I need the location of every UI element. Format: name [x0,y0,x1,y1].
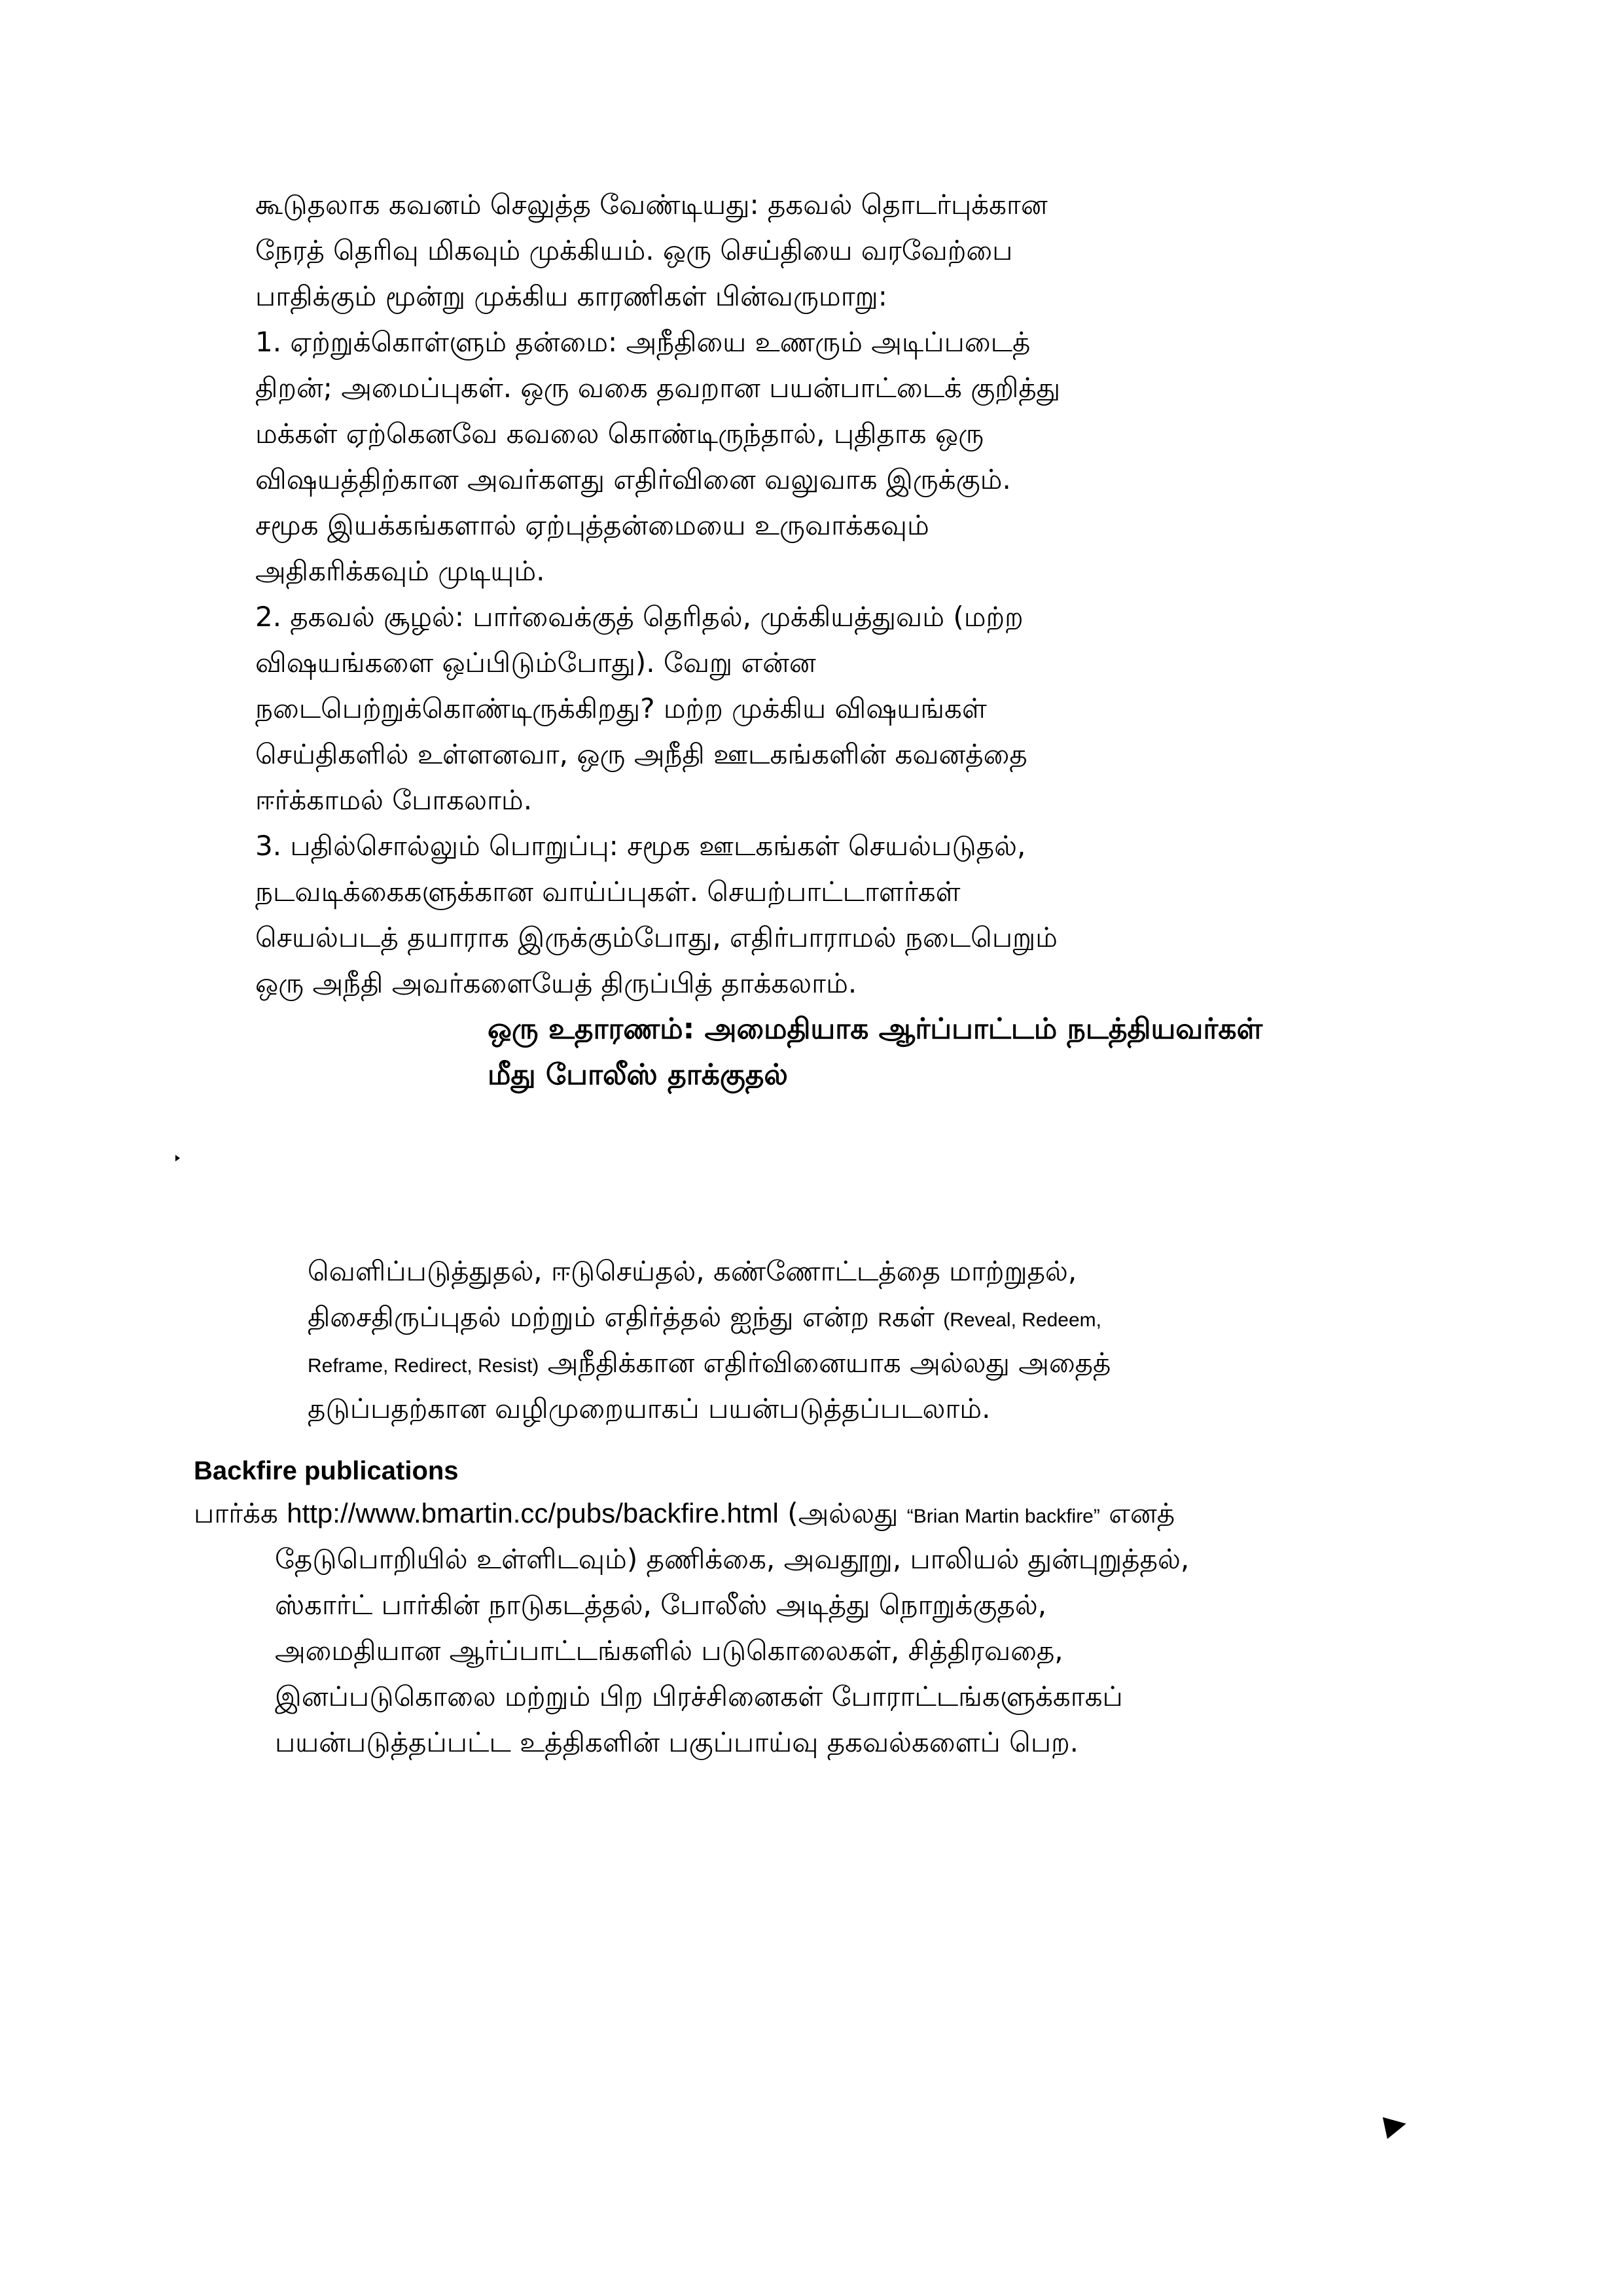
paragraph-line-13: செய்திகளில் உள்ளனவா, ஒரு அநீதி ஊடகங்களின் கவனத்தை [255,738,1027,770]
paragraph-line-17: செயல்படத் தயாராக இருக்கும்போது, எதிர்பாராமல் நடைபெறும் [255,921,1058,953]
next-page-arrow-icon[interactable] [1383,2113,1408,2139]
paragraph-line-1: கூடுதலாக கவனம் செலுத்த வேண்டியது: தகவல் தொடர்புக்கான [255,188,1048,221]
summary-line-2 [308,1299,1101,1339]
paragraph-line-14: ஈர்க்காமல் போகலாம். [255,784,533,816]
paragraph-line-4: 1. ஏற்றுக்கொள்ளும் தன்மை: அநீதியை உணரும் அடிப்படைத் [255,326,1031,358]
r-suffix: கள் [892,1301,944,1333]
backfire-line-3: ஸ்கார்ட் பார்கின் நாடுகடத்தல், போலீஸ் அடித்து நொறுக்குதல், [275,1589,1047,1621]
paragraph-line-10: 2. தகவல் சூழல்: பார்வைக்குத் தெரிதல், முக்கியத்துவம் (மற்ற [255,601,1024,633]
paragraph-line-5: திறன்; அமைப்புகள். ஒரு வகை தவறான பயன்பாட்டைக் குறித்து [255,372,1061,404]
paragraph-line-18: ஒரு அநீதி அவர்களையேத் திருப்பித் தாக்கலாம். [255,967,857,999]
summary-line-3 [308,1345,1111,1385]
summary-line-2-text: திசைதிருப்புதல் மற்றும் எதிர்த்தல் ஐந்து என்ற [308,1301,878,1333]
paragraph-line-9: அதிகரிக்கவும் முடியும். [255,555,545,587]
paragraph-line-8: சமூக இயக்கங்களால் ஏற்புத்தன்மையை உருவாக்கவும் [255,509,929,541]
example-heading-line-1: ஒரு உதாரணம்: அமைதியாக ஆர்ப்பாட்டம் நடத்தியவர்கள் [488,1012,1263,1046]
paragraph-line-15: 3. பதில்சொல்லும் பொறுப்பு: சமூக ஊடகங்கள் செயல்படுதல், [255,830,1026,862]
five-r-list-start: (Reveal, Redeem, [943,1309,1101,1331]
backfire-line-1 [194,1495,1175,1535]
paragraph-line-2: நேரத் தெரிவு மிகவும் முக்கியம். ஒரு செய்தியை வரவேற்பை [255,234,1013,266]
summary-line-3-text: அநீதிக்கான எதிர்வினையாக அல்லது அதைத் [539,1347,1111,1379]
paragraph-line-3: பாதிக்கும் மூன்று முக்கிய காரணிகள் பின்வருமாறு: [255,280,887,312]
example-heading-line-2: மீது போலீஸ் தாக்குதல் [488,1058,788,1091]
paragraph-line-11: விஷயங்களை ஒப்பிடும்போது). வேறு என்ன [255,646,816,679]
paragraph-line-7: விஷயத்திற்கான அவர்களது எதிர்வினை வலுவாக இருக்கும். [255,463,1011,495]
paragraph-line-12: நடைபெற்றுக்கொண்டிருக்கிறது? மற்ற முக்கிய விஷயங்கள் [255,692,987,724]
backfire-heading: Backfire publications [194,1457,459,1485]
paragraph-line-16: நடவடிக்கைகளுக்கான வாய்ப்புகள். செயற்பாட்டாளர்கள் [255,875,961,908]
backfire-line-5: இனப்படுகொலை மற்றும் பிற பிரச்சினைகள் போராட்டங்களுக்காகப் [275,1680,1123,1712]
backfire-line-6: பயன்படுத்தப்பட்ட உத்திகளின் பகுப்பாய்வு தகவல்களைப் பெற. [275,1726,1079,1758]
backfire-line-4: அமைதியான ஆர்ப்பாட்டங்களில் படுகொலைகள், சித்திரவதை, [275,1634,1063,1667]
small-triangle-icon [175,1155,180,1161]
paragraph-line-6: மக்கள் ஏற்கெனவே கவலை கொண்டிருந்தால், புதிதாக ஒரு [255,417,984,450]
or-label: (அல்லது [778,1497,907,1529]
backfire-link[interactable]: http://www.bmartin.cc/pubs/backfire.html [287,1498,779,1528]
r-letter: R [878,1309,893,1331]
summary-line-1: வெளிப்படுத்துதல், ஈடுசெய்தல், கண்ணோட்டத்தை மாற்றுதல், [308,1255,1077,1287]
see-label: பார்க்க [194,1497,287,1529]
search-term: “Brian Martin backfire” [906,1506,1100,1527]
as-label: எனத் [1099,1497,1175,1529]
backfire-line-2: தேடுபொறியில் உள்ளிடவும்) தணிக்கை, அவதூறு, பாலியல் துன்புறுத்தல், [275,1543,1190,1575]
five-r-list-end: Reframe, Redirect, Resist) [308,1355,539,1377]
summary-line-4: தடுப்பதற்கான வழிமுறையாகப் பயன்படுத்தப்படலாம். [308,1392,991,1424]
